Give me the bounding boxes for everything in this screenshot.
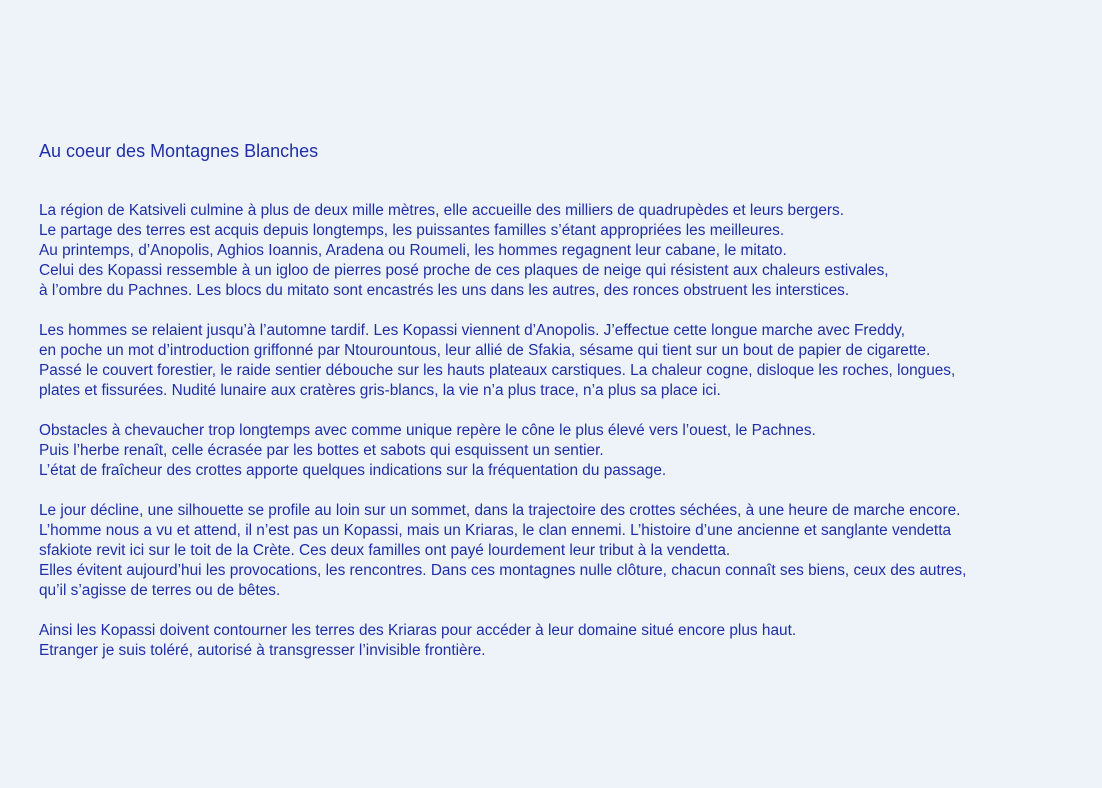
text-line: L’état de fraîcheur des crottes apporte quelques indications sur la fréquentation du passage. (39, 462, 667, 479)
text-line: L’homme nous a vu et attend, il n’est pas un Kopassi, mais un Kriaras, le clan ennemi. L’histoire d’une ancienne et sanglante vendetta (39, 522, 952, 539)
text-line: Obstacles à chevaucher trop longtemps avec comme unique repère le cône le plus élevé vers l’ouest, le Pachnes. (39, 422, 816, 439)
text-line: Puis l’herbe renaît, celle écrasée par les bottes et sabots qui esquissent un sentier. (39, 442, 604, 459)
page-title: Au coeur des Montagnes Blanches (39, 141, 319, 161)
paragraph (39, 201, 1101, 301)
text-line: Le partage des terres est acquis depuis longtemps, les puissantes familles s’étant appropriées les meilleures. (39, 222, 785, 239)
text-line: Les hommes se relaient jusqu’à l’automne tardif. Les Kopassi viennent d’Anopolis. J’effectue cette longue marche avec Freddy, (39, 322, 906, 339)
text-line: Celui des Kopassi ressemble à un igloo de pierres posé proche de ces plaques de neige qui résistent aux chaleurs estivales, (39, 262, 889, 279)
text-line: Passé le couvert forestier, le raide sentier débouche sur les hauts plateaux carstiques. La chaleur cogne, disloque les roches, longues, (39, 362, 956, 379)
text-line: en poche un mot d’introduction griffonné par Ntourountous, leur allié de Sfakia, sésame qui tient sur un bout de papier de cigarette. (39, 342, 931, 359)
paragraph (39, 501, 1101, 601)
text-line: Le jour décline, une silhouette se profile au loin sur un sommet, dans la trajectoire des crottes séchées, à une heure de marche encore. (39, 502, 961, 519)
text-line: Ainsi les Kopassi doivent contourner les terres des Kriaras pour accéder à leur domaine situé encore plus haut. (39, 622, 797, 639)
article-body (39, 201, 1101, 681)
paragraph (39, 621, 1101, 661)
text-line: Etranger je suis toléré, autorisé à transgresser l’invisible frontière. (39, 642, 486, 659)
text-line: à l’ombre du Pachnes. Les blocs du mitato sont encastrés les uns dans les autres, des ronces obstruent les interstices. (39, 282, 850, 299)
text-line: Au printemps, d’Anopolis, Aghios Ioannis, Aradena ou Roumeli, les hommes regagnent leur cabane, le mitato. (39, 242, 787, 259)
text-line: Elles évitent aujourd’hui les provocations, les rencontres. Dans ces montagnes nulle clôture, chacun connaît ses biens, ceux des autres, (39, 562, 967, 579)
paragraph (39, 321, 1101, 401)
text-line: sfakiote revit ici sur le toit de la Crète. Ces deux familles ont payé lourdement leur tribut à la vendetta. (39, 542, 731, 559)
paragraph (39, 421, 1101, 481)
text-line: La région de Katsiveli culmine à plus de deux mille mètres, elle accueille des milliers de quadrupèdes et leurs bergers. (39, 202, 845, 219)
text-line: qu’il s’agisse de terres ou de bêtes. (39, 582, 281, 599)
text-line: plates et fissurées. Nudité lunaire aux cratères gris-blancs, la vie n’a plus trace, n’a plus sa place ici. (39, 382, 721, 399)
